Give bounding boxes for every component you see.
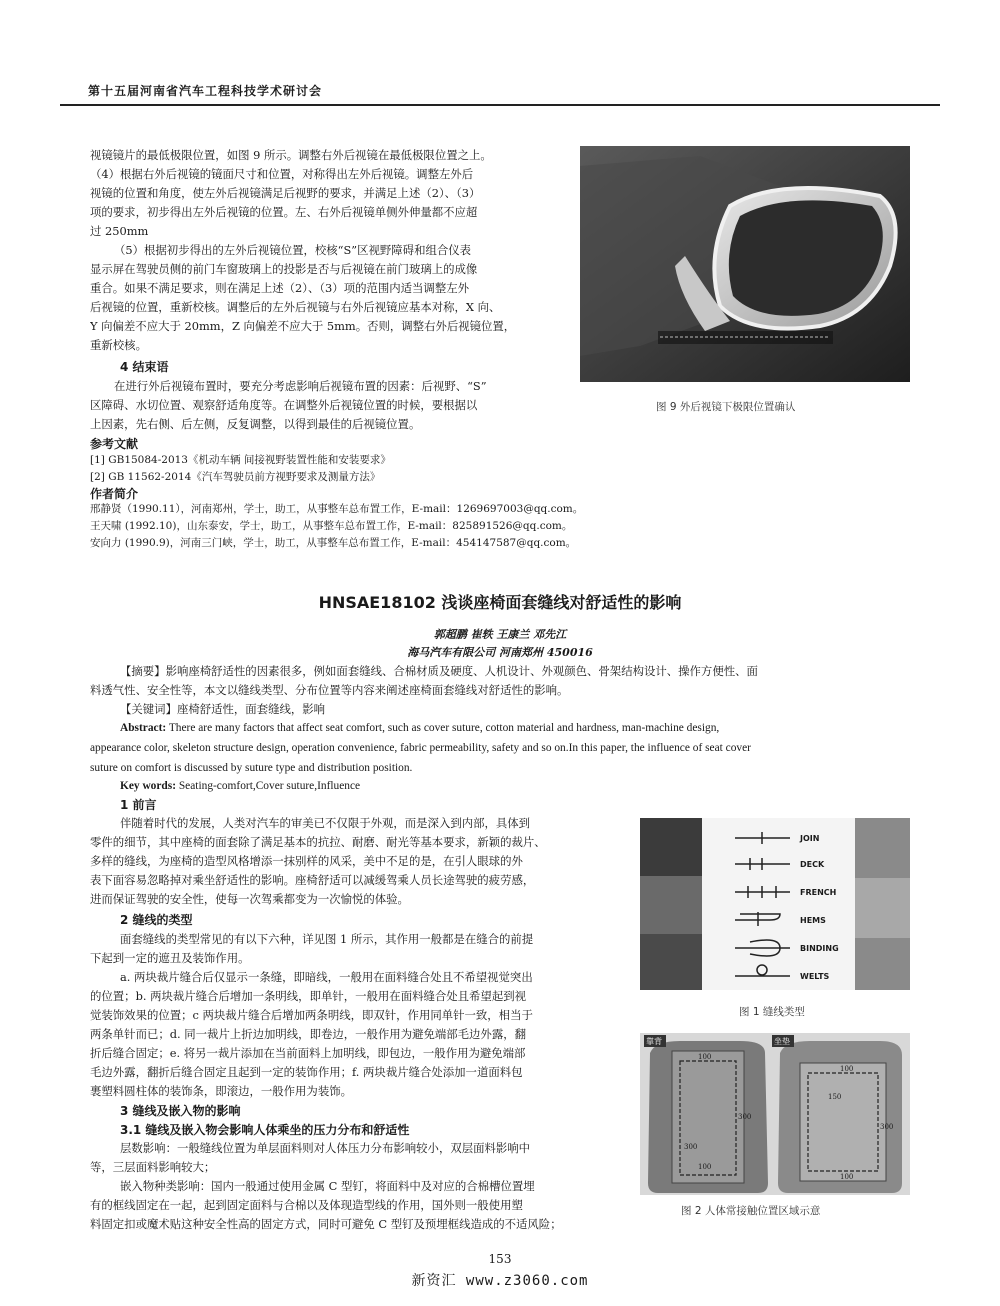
article-affiliation: 海马汽车有限公司 河南郑州 450016 [407, 646, 593, 659]
seat-contact-illustration [640, 1033, 910, 1195]
text-line: 觉装饰效果的位置；c 两块裁片缝合后增加两条明线，即双针，作用同单针一致，相当于 [90, 1008, 533, 1022]
header-rule [60, 104, 940, 106]
seat-dimension: 300 [684, 1143, 698, 1151]
keywords-en [120, 776, 360, 796]
text-line: 视镜的位置和角度，使左外后视镜满足后视野的要求，并满足上述（2）、（3） [90, 186, 481, 200]
author-intro-item: 邢静贤（1990.11），河南郑州，学士，助工，从事整车总布置工作，E-mail：1269697003@qq.com。 [90, 503, 584, 515]
section-4-title: 4 结束语 [120, 360, 169, 374]
references-title: 参考文献 [90, 437, 139, 451]
text-line: （5）根据初步得出的左外后视镜位置，校核“S”区视野障碍和组合仪表 [114, 243, 472, 257]
reference-item: [2] GB 11562-2014《汽车驾驶员前方视野要求及测量方法》 [90, 471, 381, 483]
text-line: 毛边外露，翻折后缝合固定且起到一定的装饰作用；f. 两块裁片缝合处添加一道面料包 [90, 1065, 523, 1079]
abstract-cn [90, 662, 920, 700]
figure-2-caption: 图 2 人体常接触位置区域示意 [681, 1205, 821, 1217]
text-line: 项的要求，初步得出左外后视镜的位置。左、右外后视镜单侧外伸量都不应超 [90, 205, 478, 219]
figure-2-seat-contact [640, 1033, 910, 1195]
seat-dimension: 300 [738, 1113, 752, 1121]
text-line: There are many factors that affect seat comfort, such as cover suture, cotton material and hardness, man-machine design, [166, 722, 720, 734]
seat-dimension: 300 [880, 1123, 894, 1131]
text-line: 重合。如果不满足要求，则在满足上述（2）、（3）项的范围内适当调整左外 [90, 281, 469, 295]
text-line: 后视镜的位置，重新校核。调整后的左外后视镜与右外后视镜应基本对称，X 向、 [90, 300, 501, 314]
seam-label-hems: HEMS [800, 916, 826, 925]
text-line: 嵌入物种类影响：国内一般通过使用金属 C 型钉，将面料中及对应的合棉槽位置埋 [120, 1179, 535, 1193]
seat-label-back: 靠背 [646, 1037, 662, 1046]
section-3-title: 3 缝线及嵌入物的影响 [120, 1104, 241, 1118]
text-line: 料透气性、安全性等，本文以缝线类型、分布位置等内容来阐述座椅面套缝线对舒适性的影响。 [90, 683, 569, 697]
abstract-en-label: Abstract: [120, 722, 167, 734]
text-line: 面套缝线的类型常见的有以下六种，详见图 1 所示，其作用一般都是在缝合的前提 [120, 932, 534, 946]
figure-9-mirror-photo [580, 146, 910, 382]
text-line: 零件的细节，其中座椅的面套除了满足基本的抗拉、耐磨、耐光等基本要求，新颖的裁片、 [90, 835, 546, 849]
seam-label-join: JOIN [800, 834, 820, 843]
text-line: 伴随着时代的发展，人类对汽车的审美已不仅限于外观，而是深入到内部，具体到 [120, 816, 531, 830]
text-line: 在进行外后视镜布置时，要充分考虑影响后视镜布置的因素：后视野、“S” [114, 379, 487, 393]
footer-watermark: 新资汇 www.z3060.com [411, 1273, 589, 1289]
text-line: 层数影响：一般缝线位置为单层面料则对人体压力分布影响较小，双层面料影响中 [120, 1141, 531, 1155]
text-line: 显示屏在驾驶员侧的前门车窗玻璃上的投影是否与后视镜在前门玻璃上的成像 [90, 262, 478, 276]
text-line: 的位置；b. 两块裁片缝合后增加一条明线，即单针，一般用在面料缝合处且希望起到视 [90, 989, 526, 1003]
figure-9-caption: 图 9 外后视镜下极限位置确认 [656, 401, 796, 413]
section-1-body [90, 814, 630, 909]
seam-types-illustration [640, 818, 910, 990]
seat-dimension: 100 [698, 1053, 712, 1061]
author-intro-title: 作者简介 [90, 487, 139, 501]
section-2-title: 2 缝线的类型 [120, 913, 193, 927]
text-line: 表下面容易忽略掉对乘坐舒适性的影响。座椅舒适可以减缓驾乘人员长途驾驶的疲劳感， [90, 873, 535, 887]
text-line: 视镜镜片的最低极限位置，如图 9 所示。调整右外后视镜在最低极限位置之上。 [90, 148, 492, 162]
text-line: （4）根据右外后视镜的镜面尺寸和位置，对称得出左外后视镜。调整左外后 [90, 167, 474, 181]
text-line: 【摘要】影响座椅舒适性的因素很多，例如面套缝线、合棉材质及硬度、人机设计、外观颜色、骨架结构设计、操作方便性、面 [120, 664, 758, 678]
section-4-body [90, 377, 570, 434]
seam-label-welts: WELTS [800, 972, 830, 981]
text-line: 上因素，先右侧、后左侧，反复调整，以得到最佳的后视镜位置。 [90, 417, 421, 431]
top-paragraph-2 [90, 241, 570, 355]
keywords-cn: 【关键词】座椅舒适性，面套缝线，影响 [120, 702, 326, 716]
text-line: 过 250mm [90, 224, 149, 238]
text-line: suture on comfort is discussed by suture type and distribution position. [90, 762, 413, 774]
author-intro-item: 安向力 (1990.9)，河南三门峡，学士，助工，从事整车总布置工作，E-mail：454147587@qq.com。 [90, 537, 577, 549]
mirror-illustration [580, 146, 910, 382]
keywords-en-label: Key words: [120, 780, 176, 792]
text-line: a. 两块裁片缝合后仅显示一条缝，即暗线，一般用在面料缝合处且不希望视觉突出 [120, 970, 533, 984]
seat-dimension: 100 [840, 1065, 854, 1073]
text-line: 进而保证驾驶的安全性，使每一次驾乘都变为一次愉悦的体验。 [90, 892, 409, 906]
seat-dimension: 150 [828, 1093, 842, 1101]
seat-label-cushion: 坐垫 [774, 1037, 790, 1046]
text-line: 等，三层面料影响较大； [90, 1160, 216, 1174]
text-line: 有的框线固定在一起，起到固定面料与合棉以及体现造型线的作用，国外则一般使用塑 [90, 1198, 523, 1212]
section-3-body [90, 1139, 630, 1234]
keywords-en-text: Seating-comfort,Cover suture,Influence [176, 780, 361, 792]
seam-label-french: FRENCH [800, 888, 837, 897]
article-authors: 郭超鹏 崔轶 王康兰 邓先江 [433, 628, 567, 641]
running-header: 第十五届河南省汽车工程科技学术研讨会 [88, 84, 323, 98]
text-line: 区障碍、水切位置、观察舒适角度等。在调整外后视镜位置的时候，要根据以 [90, 398, 478, 412]
figure-1-seam-types [640, 818, 910, 990]
abstract-en [90, 718, 920, 778]
author-intro-item: 王天啸 (1992.10)，山东泰安，学士，助工，从事整车总布置工作，E-mail：825891526@qq.com。 [90, 520, 573, 532]
top-paragraph-1 [90, 146, 570, 241]
text-line: 裹塑料圆柱体的装饰条，即滚边，一般作用为装饰。 [90, 1084, 352, 1098]
text-line: Y 向偏差不应大于 20mm，Z 向偏差不应大于 5mm。否则，调整右外后视镜位置， [90, 319, 516, 333]
text-line: 重新校核。 [90, 338, 147, 352]
text-line: 下起到一定的遮丑及装饰作用。 [90, 951, 250, 965]
text-line: appearance color, skeleton structure design, operation convenience, fabric permeability, safety and so on.In this paper, the influence of seat cover [90, 742, 751, 754]
page-number: 153 [488, 1252, 512, 1266]
seam-label-deck: DECK [800, 860, 825, 869]
seat-dimension: 100 [840, 1173, 854, 1181]
seam-label-binding: BINDING [800, 944, 839, 953]
section-3-1-title: 3.1 缝线及嵌入物会影响人体乘坐的压力分布和舒适性 [120, 1123, 410, 1137]
figure-1-caption: 图 1 缝线类型 [739, 1006, 805, 1018]
seat-dimension: 100 [698, 1163, 712, 1171]
reference-item: [1] GB15084-2013《机动车辆 间接视野装置性能和安装要求》 [90, 454, 391, 466]
section-2-body [90, 930, 630, 1101]
text-line: 多样的缝线，为座椅的造型风格增添一抹别样的风采，美中不足的是，在引人眼球的外 [90, 854, 523, 868]
article-title: HNSAE18102 浅谈座椅面套缝线对舒适性的影响 [318, 593, 682, 612]
text-line: 折后缝合固定；e. 将另一裁片添加在当前面料上加明线，即包边，一般作用为避免端部 [90, 1046, 526, 1060]
text-line: 两条单针而已；d. 同一裁片上折边加明线，即卷边，一般作用为避免端部毛边外露，翻 [90, 1027, 526, 1041]
section-1-title: 1 前言 [120, 798, 157, 812]
text-line: 料固定扣或魔术贴这种安全性高的固定方式，同时可避免 C 型钉及预埋框线造成的不适风险； [90, 1217, 562, 1231]
